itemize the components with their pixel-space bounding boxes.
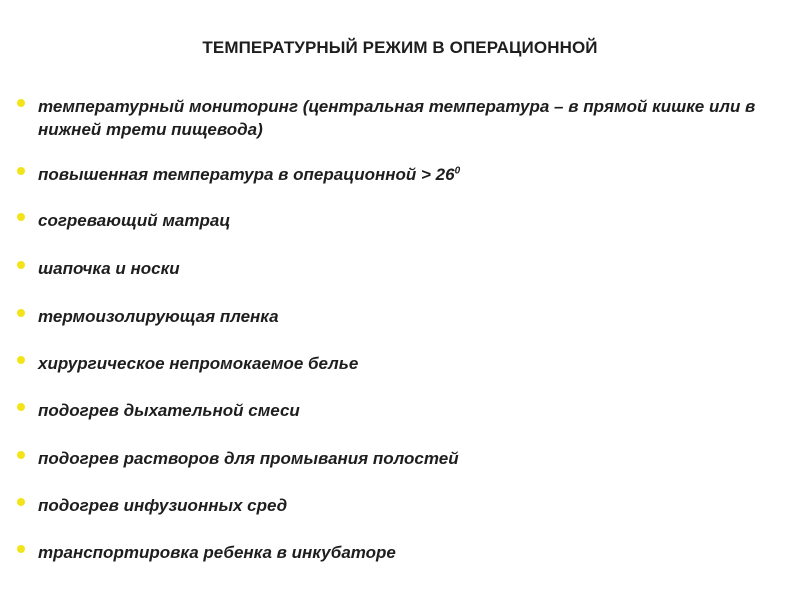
bullet-label: хирургическое непромокаемое белье [38, 354, 359, 373]
bullet-item [38, 305, 768, 328]
bullet-dot-icon [17, 545, 25, 553]
bullet-item [38, 494, 768, 517]
bullet-label: температурный мониторинг (центральная температура – в прямой кишке или в нижней трети пищевода) [38, 97, 756, 139]
bullet-item [38, 399, 768, 422]
bullet-label: термоизолирующая пленка [38, 307, 279, 326]
bullet-label: подогрев дыхательной смеси [38, 401, 300, 420]
bullet-label: согревающий матрац [38, 211, 231, 230]
bullet-dot-icon [17, 356, 25, 364]
bullet-label: подогрев растворов для промывания полостей [38, 449, 459, 468]
bullet-dot-icon [17, 403, 25, 411]
bullet-label: транспортировка ребенка в инкубаторе [38, 543, 396, 562]
bullet-label: шапочка и носки [38, 259, 180, 278]
bullet-dot-icon [17, 99, 25, 107]
bullet-dot-icon [17, 261, 25, 269]
bullet-dot-icon [17, 167, 25, 175]
bullet-dot-icon [17, 498, 25, 506]
bullet-item [38, 541, 768, 564]
slide-title: ТЕМПЕРАТУРНЫЙ РЕЖИМ В ОПЕРАЦИОННОЙ [202, 38, 598, 57]
bullet-label-text: повышенная температура в операционной > 26 [38, 165, 455, 184]
bullet-dot-icon [17, 451, 25, 459]
bullet-label [38, 165, 460, 184]
bullet-dot-icon [17, 213, 25, 221]
bullet-item [38, 163, 768, 186]
bullet-label: подогрев инфузионных сред [38, 496, 288, 515]
bullet-item [38, 257, 768, 280]
bullet-item [38, 95, 768, 141]
bullet-item [38, 447, 768, 470]
bullet-item [38, 209, 768, 232]
bullet-item [38, 352, 768, 375]
degree-superscript: 0 [454, 165, 461, 177]
bullet-dot-icon [17, 309, 25, 317]
